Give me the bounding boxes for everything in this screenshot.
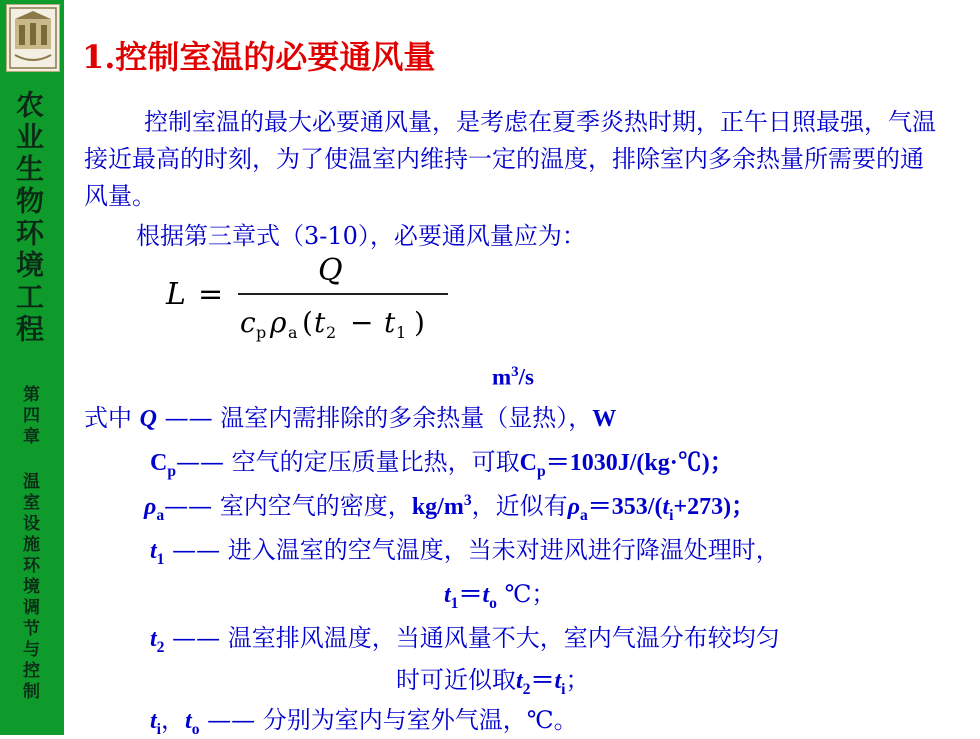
def-rho: $\rho_a——$ 室内空气的密度，$kg/m^3$，近似有$\rho_a=353/(t_i+273)$；	[144, 492, 756, 524]
page-title: 1.控制室温的必要通风量	[82, 38, 436, 76]
def-t1: $t_1$ —— 进入温室的空气温度，当未对进风进行降温处理时，	[150, 536, 780, 568]
def-t1-equation: $t_1=t_o$ ℃；	[444, 580, 556, 612]
svg-text:a: a	[288, 323, 298, 342]
svg-text:p: p	[256, 323, 267, 342]
def-t2: $t_2$ —— 温室排风温度，当通风量不大，室内气温分布较均匀	[150, 624, 780, 656]
svg-text:(: (	[302, 306, 313, 339]
svg-text:=: =	[198, 277, 224, 312]
svg-text:t: t	[314, 306, 326, 339]
def-t2-approx: 时可近似取$t_2=t_i$；	[396, 666, 590, 698]
svg-text:2: 2	[326, 323, 337, 342]
def-ti-to: $t_i$，$t_o$ —— 分别为室内与室外气温，℃。	[150, 706, 578, 738]
def-cp: $C_p——$ 空气的定压质量比热，可取$C_p=1030J/(kg\cdot℃)$；	[150, 448, 734, 480]
reference-line: 根据第三章式（3-10），必要通风量应为：	[136, 222, 586, 250]
svg-text:1: 1	[396, 323, 407, 342]
ventilation-formula	[160, 250, 452, 342]
svg-text:ρ: ρ	[270, 306, 287, 339]
svg-text:L: L	[166, 277, 186, 312]
university-emblem-icon	[6, 4, 60, 72]
def-q: 式中 Q —— 温室内需排除的多余热量（显热），W	[84, 404, 617, 432]
unit-label: $m^3/s$	[492, 364, 534, 390]
intro-paragraph: 控制室温的最大必要通风量，是考虑在夏季炎热时期，正午日照最强，气温接近最高的时刻，为了使温室内维持一定的温度，排除室内多余热量所需要的通风量。	[84, 108, 936, 210]
sidebar-course-title: 农业生物环境工程	[12, 90, 45, 346]
svg-text:−: −	[350, 306, 374, 339]
svg-text:Q: Q	[318, 253, 343, 288]
svg-text:c: c	[240, 306, 256, 339]
svg-text:t: t	[384, 306, 396, 339]
sidebar	[0, 0, 64, 735]
svg-text:): )	[414, 306, 425, 339]
sidebar-chapter-title: 第四章 温室设施环境调节与控制	[19, 385, 39, 703]
